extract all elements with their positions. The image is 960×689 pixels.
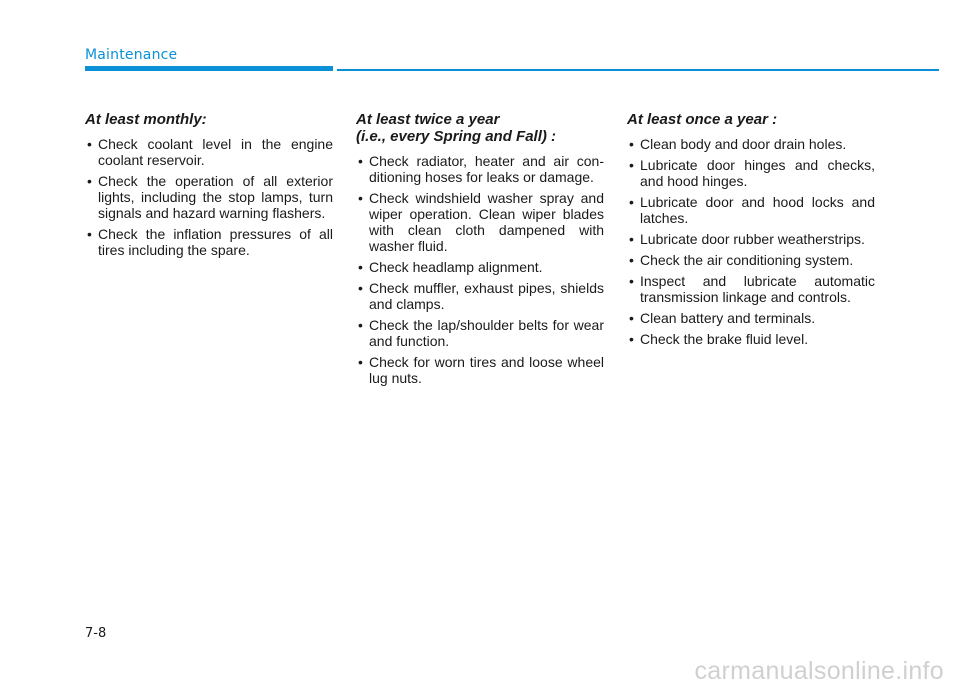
list-item: • Check the lap/shoulder belts for wear and function. (356, 317, 604, 349)
watermark: carmanualsonline.info (694, 657, 944, 685)
list-item: • Clean battery and terminals. (627, 310, 875, 326)
list-item: • Check windshield washer spray and wiper operation. Clean wiper blades with clean cloth dampened with washer fluid. (356, 190, 604, 254)
monthly-heading: At least monthly: (85, 111, 207, 128)
page-number: 7-8 (85, 626, 107, 641)
monthly-column (85, 111, 333, 263)
list-item: • Check the operation of all exterior lights, including the stop lamps, turn signals and hazard warning flashers. (85, 173, 333, 221)
list-item: • Lubricate door and hood locks and latches. (627, 194, 875, 226)
list-item: • Clean body and door drain holes. (627, 136, 875, 152)
twice-yearly-heading-line2: (i.e., every Spring and Fall) : (356, 128, 557, 145)
twice-yearly-heading-line1: At least twice a year (356, 111, 500, 128)
twice-yearly-column (356, 111, 604, 391)
list-item: • Lubricate door rubber weatherstrips. (627, 231, 875, 247)
list-item: • Check the air conditioning system. (627, 252, 875, 268)
list-item: • Check radiator, heater and air conditioning hoses for leaks or damage. (356, 153, 604, 185)
list-item: • Check headlamp alignment. (356, 259, 604, 275)
list-item: • Check coolant level in the engine coolant reservoir. (85, 136, 333, 168)
header-rule-thick (85, 66, 333, 71)
list-item: • Check muffler, exhaust pipes, shields and clamps. (356, 280, 604, 312)
twice-yearly-heading (356, 111, 604, 145)
twice-yearly-list (356, 153, 604, 386)
section-title: Maintenance (85, 47, 178, 63)
header-rule-thin (337, 69, 939, 71)
yearly-heading: At least once a year : (627, 111, 778, 128)
list-item: • Check the inflation pressures of all tires including the spare. (85, 226, 333, 258)
list-item: • Check for worn tires and loose wheel lug nuts. (356, 354, 604, 386)
monthly-list (85, 136, 333, 258)
list-item: • Check the brake fluid level. (627, 331, 875, 347)
yearly-list (627, 136, 875, 347)
yearly-column (627, 111, 875, 352)
list-item: • Lubricate door hinges and checks, and hood hinges. (627, 157, 875, 189)
list-item: • Inspect and lubricate automatic transmission linkage and controls. (627, 273, 875, 305)
